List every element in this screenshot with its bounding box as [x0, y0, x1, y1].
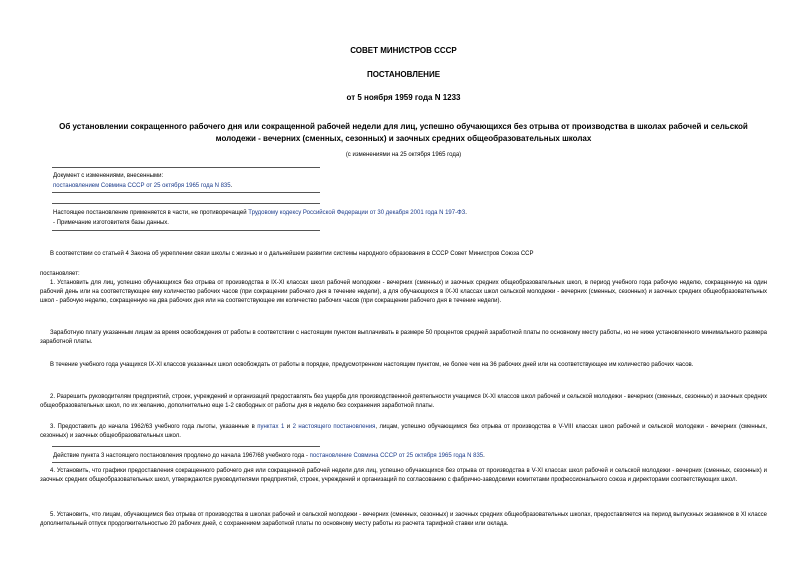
- divider: [52, 192, 320, 193]
- issuing-body: СОВЕТ МИНИСТРОВ СССР: [350, 46, 457, 55]
- extension-note-period: .: [483, 453, 485, 459]
- divider: [52, 462, 320, 463]
- divider: [52, 203, 320, 204]
- document-date-number: от 5 ноября 1959 года N 1233: [346, 93, 461, 102]
- divider: [52, 230, 320, 231]
- extension-note-text: Действие пункта 3 настоящего постановления продлено до начала 1967/68 учебного года -: [53, 453, 310, 459]
- decrees-word: постановляет:: [40, 271, 80, 277]
- amendments-line: [53, 182, 232, 190]
- paragraph-3-text: 3. Предоставить до начала 1962/63 учебного года льготы, указанные в: [50, 424, 258, 430]
- applicability-text: Настоящее постановление применяется в части, не противоречащей: [53, 210, 249, 216]
- editor-note: - Примечание изготовителя базы данных.: [53, 220, 169, 226]
- paragraph-1: 1. Установить для лиц, успешно обучающихся без отрыва от производства в IX-XI классах школ рабочей молодежи - вечерних (сменных) и заочных средних общеобразовательных школ, в период учебного года рабочую неделю, сокращенную на один рабочий день или на соответствующее ему количество рабочих часов (при сокращении рабочего дня в течение недели), а для обучающихся в IX-XI классах школ сельской молодежи - вечерних (сменных, сезонных) и заочных средних общеобразовательных школ - рабочую неделю, сокращенную на два рабочих дня или на соответствующее им количество рабочих часов (при сокращении рабочего дня в течение недели).: [40, 280, 767, 304]
- document-type: ПОСТАНОВЛЕНИЕ: [366, 70, 441, 79]
- divider: [52, 167, 320, 168]
- applicability-note: [53, 209, 467, 217]
- amendment-link[interactable]: постановлением Совмина СССР от 25 октября 1965 года N 835: [53, 183, 231, 189]
- paragraph-4: 4. Установить, что графики предоставления сокращенного рабочего дня или сокращенной рабочей недели для лиц, успешно обучающихся без отрыва от производства в V-XI классах школ рабочей и сельской молодежи - вечерних (сменных, сезонных) и заочных средних общеобразовательных школ, утверждаются руководителями предприятий, строек, учреждений и организаций по согласованию с фабрично-заводскими комитетами профессионального союза и директорами соответствующих школ.: [40, 468, 767, 483]
- paragraph-1-release: В течение учебного года учащихся IX-XI классов указанных школ освобождать от работы в порядке, предусмотренном настоящим пунктом, не более чем на 36 рабочих дней или на соответствующее им количество рабочих часов.: [50, 362, 694, 368]
- point-2-link[interactable]: 2 настоящего постановления: [292, 424, 376, 430]
- paragraph-1-pay: Заработную плату указанным лицам за время освобождения от работы в соответствии с настоящим пунктом выплачивать в размере 50 процентов средней заработной платы по основному месту работы, но не ниже установленного минимального размера заработной платы.: [40, 330, 767, 345]
- paragraph-3-rest: , лицам, успешно обучающимся без отрыва от производства в V-VIII классах школ рабочей и сельской молодежи - вечерних (сменных, сезонных) и заочных общеобразовательных школ.: [40, 424, 768, 439]
- paragraph-2: 2. Разрешить руководителям предприятий, строек, учреждений и организаций предоставлять без ущерба для производственной деятельности учащимся IX-XI классов школ рабочей и сельской молодежи - вечерних (сменных, сезонных) и заочных средних общеобразовательных школ, по их желанию, дополнительно еще 1-2 свободных от работы дня в неделю без сохранения заработной платы.: [40, 394, 767, 409]
- paragraph-3-conj: и: [284, 424, 293, 430]
- amendments-intro: Документ с изменениями, внесенными:: [53, 173, 164, 179]
- paragraph-5: 5. Установить, что лицам, обучающимся без отрыва от производства в школах рабочей и сельской молодежи - вечерних (сменных, сезонных) и заочных средних общеобразовательных школах, предоставляется на период выпускных экзаменов в XI классе дополнительный отпуск продолжительностью 20 рабочих дней, с сохранением заработной платы по основному месту работы из расчета тарифной ставки или оклада.: [40, 512, 767, 527]
- changes-note: (с изменениями на 25 октября 1965 года): [345, 152, 462, 158]
- amendment-period: .: [230, 183, 233, 189]
- labor-code-link[interactable]: Трудовому кодексу Российской Федерации от 30 декабря 2001 года N 197-ФЗ: [248, 210, 466, 216]
- preamble: В соответствии со статьей 4 Закона об укреплении связи школы с жизнью и о дальнейшем развитии системы народного образования в СССР Совет Министров Союза ССР: [50, 251, 534, 257]
- paragraph-3: [40, 423, 767, 441]
- divider: [52, 446, 320, 447]
- applicability-period: .: [465, 210, 467, 216]
- paragraph-3-extension-note: [53, 452, 485, 460]
- point-1-link[interactable]: пунктах 1: [257, 424, 285, 430]
- extension-decree-link[interactable]: постановление Совмина СССР от 25 октября 1965 года N 835: [309, 453, 484, 459]
- document-title: Об установлении сокращенного рабочего дня или сокращенной рабочей недели для лиц, успешно обучающихся без отрыва от производства в школах рабочей и сельской молодежи - вечерних (сменных, сезонных) и заочных средних общеобразовательных школах: [59, 122, 748, 143]
